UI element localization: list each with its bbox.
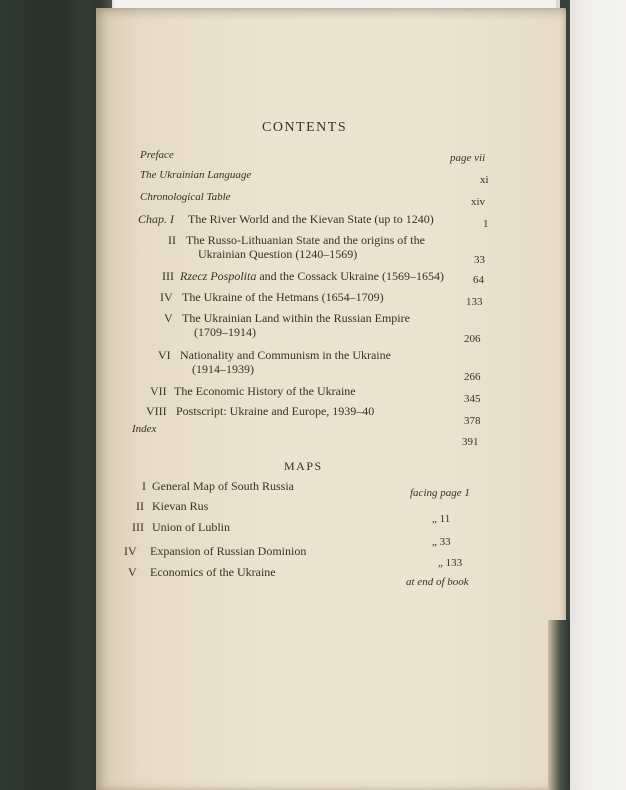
maps-item-num-5: V (128, 565, 137, 579)
contents-heading: CONTENTS (262, 120, 348, 135)
maps-item-num-3: III (132, 520, 144, 534)
toc-page-chronology: xiv (471, 196, 486, 208)
toc-chapter-num-1: Chap. I (138, 212, 174, 226)
toc-title-language: The Ukrainian Language (140, 169, 252, 181)
maps-item-title-1: General Map of South Russia (152, 479, 294, 493)
toc-chapter-title-1: The River World and the Kievan State (up to 1240) (188, 212, 434, 226)
toc-chapter-page-5: 206 (464, 333, 481, 345)
toc-chapter-num-6: VI (158, 348, 171, 362)
toc-chapter-title-2-line2: Ukrainian Question (1240–1569) (198, 247, 358, 261)
maps-item-page-4: „ 133 (438, 557, 463, 569)
toc-chapter-num-5: V (164, 311, 173, 325)
book-cover-corner (548, 620, 570, 790)
toc-chapter-num-7: VII (150, 384, 167, 398)
toc-chapter-page-4: 133 (466, 296, 483, 308)
maps-item-page-2: „ 11 (432, 513, 451, 525)
toc-chapter-page-7: 345 (464, 393, 481, 405)
maps-item-title-2: Kievan Rus (152, 499, 209, 513)
maps-item-num-4: IV (124, 544, 137, 558)
maps-item-page-3: „ 33 (432, 536, 451, 548)
toc-chapter-page-6: 266 (464, 371, 481, 383)
toc-chapter-page-8: 378 (464, 415, 481, 427)
maps-item-title-5: Economics of the Ukraine (150, 565, 276, 579)
toc-chapter-title-6-line2: (1914–1939) (192, 362, 254, 376)
toc-page-language: xi (480, 174, 489, 186)
toc-chapter-title-8: Postscript: Ukraine and Europe, 1939–40 (176, 404, 375, 418)
toc-title-chronology: Chronological Table (140, 191, 231, 203)
maps-item-title-3: Union of Lublin (152, 520, 230, 534)
maps-item-title-4: Expansion of Russian Dominion (150, 544, 307, 558)
toc-chapter-num-8: VIII (146, 404, 167, 418)
toc-page-preface: page vii (450, 152, 486, 164)
toc-chapter-page-1: 1 (483, 218, 489, 230)
maps-item-page-5: at end of book (406, 576, 469, 588)
toc-chapter-page-3: 64 (473, 274, 484, 286)
toc-chapter-title-5-line2: (1709–1914) (194, 325, 256, 339)
toc-chapter-title-2-line1: The Russo-Lithuanian State and the origins of the (186, 233, 425, 247)
maps-item-num-1: I (142, 479, 146, 493)
toc-chapter-num-4: IV (160, 290, 173, 304)
toc-chapter-page-2: 33 (474, 254, 485, 266)
toc-chapter-title-5-line1: The Ukrainian Land within the Russian Empire (182, 311, 410, 325)
toc-chapter-title-3-rest: and the Cossack Ukraine (1569–1654) (256, 269, 444, 283)
toc-title-preface: Preface (140, 149, 174, 161)
maps-item-num-2: II (136, 499, 144, 513)
toc-chapter-title-4: The Ukraine of the Hetmans (1654–1709) (182, 290, 384, 304)
toc-title-index: Index (132, 423, 157, 435)
toc-page-index: 391 (462, 436, 479, 448)
toc-chapter-num-2: II (168, 233, 176, 247)
toc-chapter-title-7: The Economic History of the Ukraine (174, 384, 356, 398)
toc-chapter-num-3: III (162, 269, 174, 283)
toc-chapter-title-6-line1: Nationality and Communism in the Ukraine (180, 348, 391, 362)
maps-heading: MAPS (284, 459, 323, 473)
toc-chapter-title-3-italic: Rzecz Pospolita (180, 269, 257, 283)
toc-chapter-title-3 (180, 270, 444, 282)
maps-item-page-1: facing page 1 (410, 487, 470, 499)
